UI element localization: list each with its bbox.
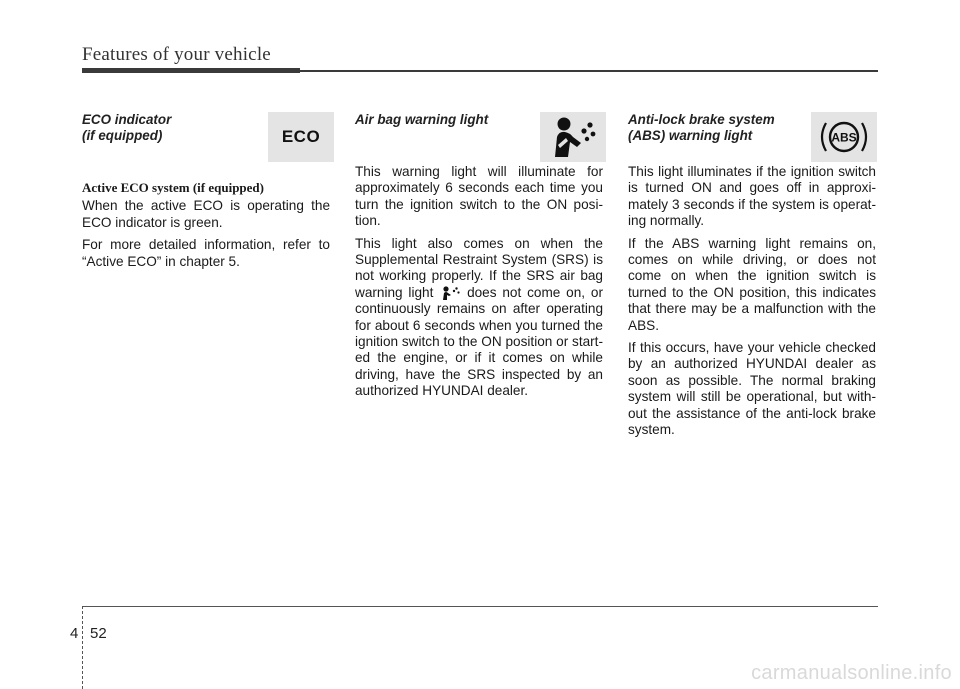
- paragraph: For more detailed information, refer to “Active ECO” in chapter 5.: [82, 237, 330, 269]
- paragraph-part: does not come on, or continuously remains on after operating for about 6 seconds when you turned the ignition switch to the ON position or start-ed the engine, or if it comes on while driving, have the SRS inspected by an authorized HYUNDAI dealer.: [355, 284, 603, 399]
- eco-icon-label: ECO: [281, 127, 321, 146]
- page-header-title: Features of your vehicle: [82, 44, 271, 65]
- paragraph: When the active ECO is operating the ECO indicator is green.: [82, 198, 330, 230]
- paragraph: If the ABS warning light remains on, comes on while driving, or does not come on when the ignition switch is turned to the ON position, this indicates that there may be a malfunction with the ABS.: [628, 235, 876, 333]
- heading-line-2: (if equipped): [82, 128, 163, 143]
- airbag-glyph: [546, 115, 600, 159]
- paragraph: [355, 236, 603, 400]
- abs-warning-icon: [811, 112, 877, 162]
- subheading: Active ECO system (if equipped): [82, 180, 264, 195]
- airbag-warning-icon: [540, 112, 606, 162]
- chapter-number: 4: [70, 625, 79, 642]
- heading-line-1: ECO indicator: [82, 112, 172, 127]
- abs-icon-label: ABS: [831, 130, 857, 145]
- footer-rule: [82, 606, 878, 607]
- header-rule-thick: [82, 68, 300, 73]
- abs-glyph: [814, 114, 874, 160]
- page-number: 52: [90, 625, 107, 642]
- footer-divider: [82, 606, 84, 689]
- watermark: carmanualsonline.info: [751, 662, 952, 684]
- paragraph: This light illuminates if the ignition switch is turned ON and goes off in approxi-mately 3 seconds if the system is operat-ing normally.: [628, 164, 876, 229]
- heading-line-2: (ABS) warning light: [628, 128, 753, 143]
- eco-icon: [268, 112, 334, 162]
- paragraph: This warning light will illuminate for approximately 6 seconds each time you turn the ignition switch to the ON posi-tion.: [355, 164, 603, 229]
- header-rule-thin: [300, 70, 878, 72]
- heading-line-1: Air bag warning light: [355, 112, 489, 127]
- paragraph-part: This light also comes on when the Supplemental Restraint System (SRS) is not working properly. If the SRS air bag warning light: [355, 235, 603, 300]
- airbag-inline-icon: [439, 285, 461, 301]
- heading-line-1: Anti-lock brake system: [628, 112, 775, 127]
- paragraph: If this occurs, have your vehicle checked by an authorized HYUNDAI dealer as soon as possible. The normal braking system will still be operational, but with-out the assistance of the anti-lock brake system.: [628, 340, 876, 438]
